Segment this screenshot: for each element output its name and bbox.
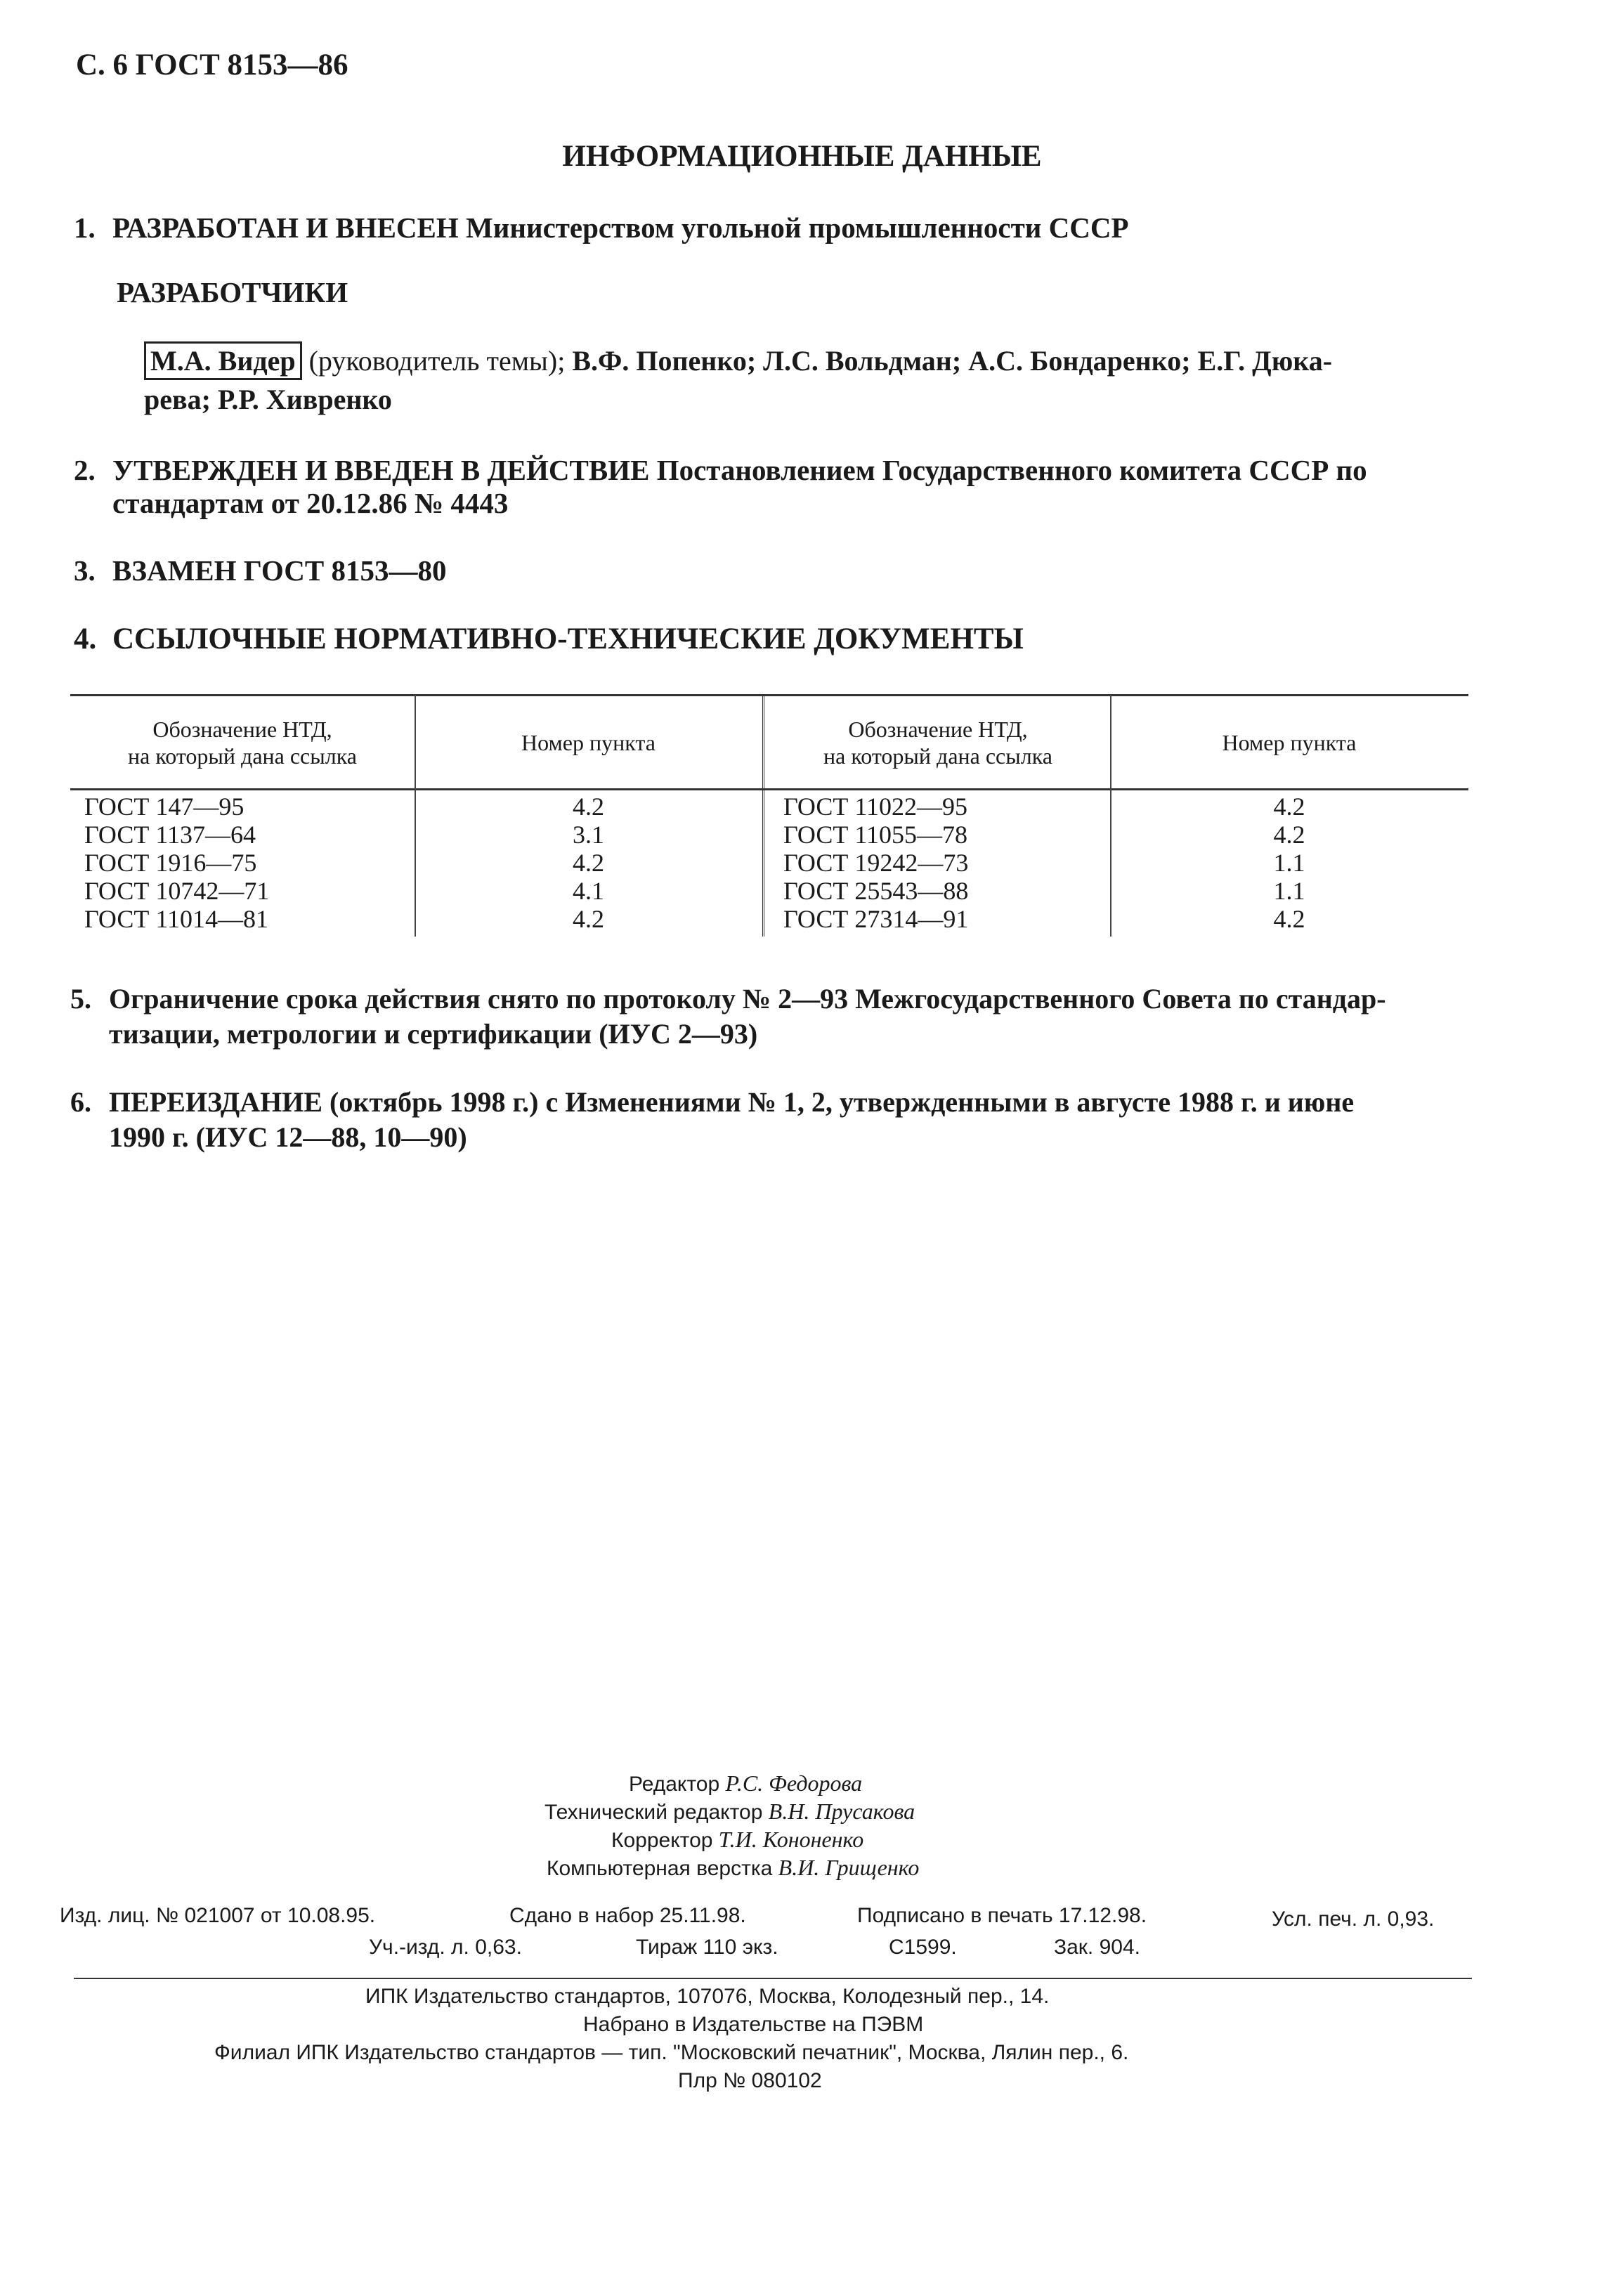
item-1-text: Министерством угольной промышленности СССР — [466, 211, 1129, 244]
table-cell: 4.2 — [1273, 821, 1305, 849]
item-6-text-1: ПЕРЕИЗДАНИЕ (октябрь 1998 г.) с Изменениями № 1, 2, утвержденными в августе 1988 г. и июне — [109, 1086, 1355, 1118]
developers-list-1: В.Ф. Попенко; Л.С. Вольдман; А.С. Бондаренко; Е.Г. Дюка- — [572, 345, 1333, 377]
developers-line-1 — [144, 344, 1332, 377]
table-cell: 4.2 — [573, 792, 604, 821]
item-6-number: 6. — [70, 1086, 91, 1118]
item-5 — [70, 982, 1386, 1015]
table-cell: ГОСТ 19242—73 — [783, 849, 969, 877]
table-header-doc-left — [70, 700, 415, 785]
credit-layout-label: Компьютерная верстка — [547, 1857, 773, 1880]
table-cell: 1.1 — [1273, 877, 1305, 905]
item-3 — [74, 554, 446, 587]
item-5-text-1: Ограничение срока действия снято по протоколу № 2—93 Межгосударственного Совета по стандар- — [109, 983, 1386, 1015]
imprint-code: С1599. — [889, 1936, 957, 1959]
table-cell: 4.2 — [1273, 792, 1305, 821]
header-doc-line-2: на который дана ссылка — [128, 743, 357, 769]
item-4-number: 4. — [74, 622, 97, 655]
item-1 — [74, 211, 1129, 244]
credit-corr-name: Т.И. Кононенко — [718, 1827, 864, 1852]
table-header-rule — [70, 788, 1468, 790]
table-header-point-left: Номер пункта — [521, 730, 656, 755]
developers-line-2: рева; Р.Р. Хивренко — [144, 384, 392, 415]
imprint-print-run: Тираж 110 экз. — [636, 1936, 778, 1959]
publisher-line-1: ИПК Издательство стандартов, 107076, Москва, Колодезный пер., 14. — [365, 1985, 1050, 2008]
publisher-line-4: Плр № 080102 — [678, 2069, 822, 2092]
lead-developer-role: (руководитель темы); — [308, 345, 566, 377]
page-header: С. 6 ГОСТ 8153—86 — [76, 48, 348, 81]
table-cell: 4.2 — [1273, 905, 1305, 933]
imprint-pub-sheets: Уч.-изд. л. 0,63. — [369, 1936, 522, 1959]
credit-layout — [547, 1855, 919, 1881]
table-cell: ГОСТ 147—95 — [84, 792, 244, 821]
table-cell: 4.2 — [573, 905, 604, 933]
imprint-signed: Подписано в печать 17.12.98. — [857, 1904, 1147, 1927]
credit-tech-name: В.Н. Прусакова — [768, 1799, 915, 1824]
table-cell: ГОСТ 11055—78 — [783, 821, 968, 849]
item-3-number: 3. — [74, 554, 96, 587]
item-4 — [74, 622, 1024, 656]
right-points-column — [1110, 792, 1468, 933]
imprint-divider — [74, 1978, 1472, 1979]
table-header-doc-right — [766, 700, 1110, 785]
table-cell: ГОСТ 11022—95 — [783, 792, 968, 821]
table-cell: ГОСТ 27314—91 — [783, 905, 969, 933]
imprint-sheets: Усл. печ. л. 0,93. — [1272, 1907, 1435, 1931]
credit-tech-editor — [545, 1799, 915, 1825]
credit-tech-label: Технический редактор — [545, 1801, 763, 1824]
table-cell: 4.2 — [573, 849, 604, 877]
table-cell: ГОСТ 11014—81 — [84, 905, 269, 933]
table-cell: 1.1 — [1273, 849, 1305, 877]
table-cell: 4.1 — [573, 877, 604, 905]
table-cell: ГОСТ 1916—75 — [84, 849, 257, 877]
table-header-point-right: Номер пункта — [1222, 730, 1357, 755]
item-2 — [74, 453, 1367, 487]
credit-layout-name: В.И. Грищенко — [778, 1855, 920, 1880]
credit-corr-label: Корректор — [611, 1829, 713, 1852]
item-4-text: ССЫЛОЧНЫЕ НОРМАТИВНО-ТЕХНИЧЕСКИЕ ДОКУМЕНТЫ — [112, 622, 1024, 655]
header-doc-line-1: Обозначение НТД, — [152, 717, 332, 742]
imprint-sent: Сдано в набор 25.11.98. — [509, 1904, 746, 1927]
credit-editor-name: Р.С. Федорова — [725, 1770, 863, 1796]
imprint-order: Зак. 904. — [1054, 1936, 1140, 1959]
left-points-column — [415, 792, 762, 933]
imprint-license: Изд. лиц. № 021007 от 10.08.95. — [60, 1904, 376, 1927]
header-doc-line-1: Обозначение НТД, — [848, 717, 1028, 742]
developers-heading: РАЗРАБОТЧИКИ — [117, 276, 348, 308]
credit-corrector — [611, 1827, 863, 1853]
right-docs-column — [783, 792, 968, 933]
credit-editor — [629, 1770, 862, 1796]
item-1-bold: РАЗРАБОТАН И ВНЕСЕН — [112, 211, 459, 244]
item-1-number: 1. — [74, 211, 96, 244]
header-doc-line-2: на который дана ссылка — [823, 743, 1052, 769]
item-6 — [70, 1085, 1354, 1118]
item-2-number: 2. — [74, 454, 96, 486]
item-3-text: ВЗАМЕН ГОСТ 8153—80 — [112, 554, 447, 587]
table-cell: 3.1 — [573, 821, 604, 849]
table-top-rule — [70, 694, 1468, 696]
publisher-line-2: Набрано в Издательстве на ПЭВМ — [583, 2013, 924, 2036]
publisher-line-3: Филиал ИПК Издательство стандартов — тип. "Московский печатник", Москва, Лялин пер., 6. — [214, 2041, 1129, 2064]
item-5-number: 5. — [70, 983, 91, 1015]
table-cell: ГОСТ 1137—64 — [84, 821, 256, 849]
table-cell: ГОСТ 25543—88 — [783, 877, 969, 905]
credit-editor-label: Редактор — [629, 1773, 720, 1796]
item-2-line-2: стандартам от 20.12.86 № 4443 — [112, 487, 509, 519]
section-title: ИНФОРМАЦИОННЫЕ ДАННЫЕ — [562, 140, 1042, 173]
table-cell: ГОСТ 10742—71 — [84, 877, 270, 905]
item-6-line-2: 1990 г. (ИУС 12—88, 10—90) — [109, 1121, 467, 1153]
item-2-text-1: УТВЕРЖДЕН И ВВЕДЕН В ДЕЙСТВИЕ Постановлением Государственного комитета СССР по — [112, 454, 1367, 486]
lead-developer-name: М.А. Видер — [144, 341, 302, 380]
item-5-line-2: тизации, метрологии и сертификации (ИУС 2—93) — [109, 1018, 758, 1050]
left-docs-column — [84, 792, 269, 933]
